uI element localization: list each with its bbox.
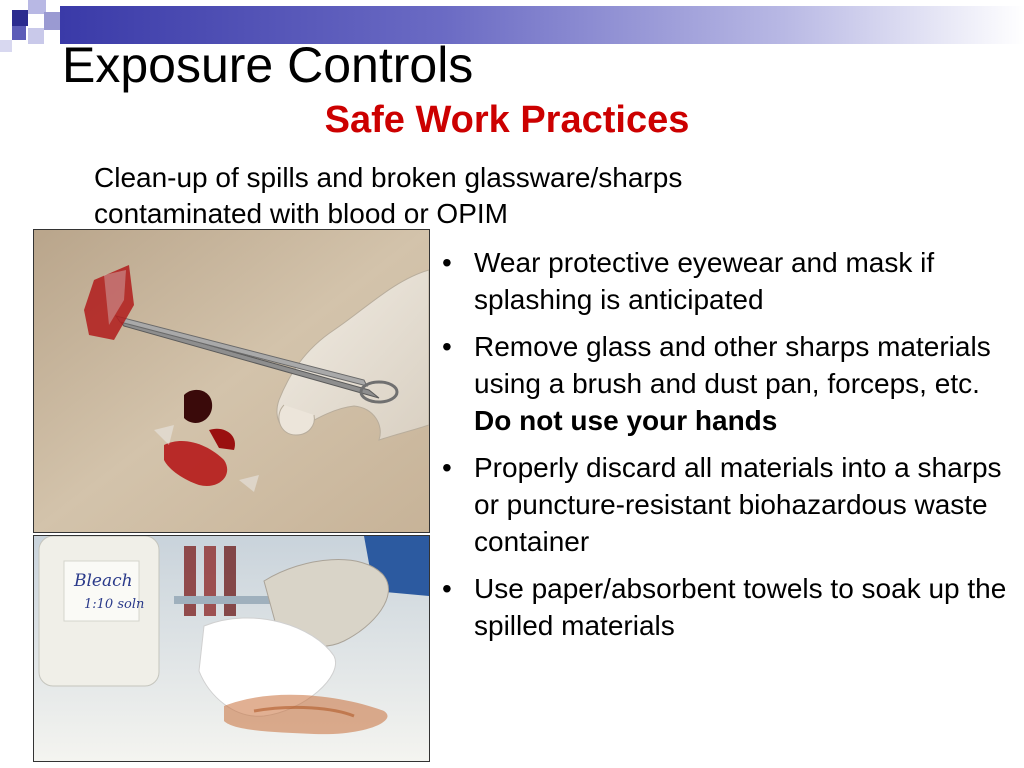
bullet-marker: • [442,247,452,278]
deco-square-light [0,40,12,52]
intro-text: Clean-up of spills and broken glassware/sharps contaminated with blood or OPIM [94,162,683,229]
svg-text:1:10 soln: 1:10 soln [84,597,145,612]
deco-square-dark [12,26,26,40]
deco-square-light [44,12,60,30]
list-item-text: Use paper/absorbent towels to soak up the spilled materials [474,573,1007,641]
list-item [440,328,1020,439]
slide-subtitle: Safe Work Practices [324,99,690,141]
list-item [440,449,1020,560]
list-item-emphasis: Do not use your hands [474,405,778,436]
bullet-marker: • [442,573,452,604]
list-item-text: Remove glass and other sharps materials using a brush and dust pan, forceps, etc. [474,331,991,399]
bullet-marker: • [442,331,452,362]
list-item [440,570,1020,644]
forceps-glass-photo [33,229,430,533]
deco-square-dark [12,10,28,26]
bullet-marker: • [442,452,452,483]
gloved-hand-wiping-icon [34,536,429,761]
safe-practices-list [440,244,1020,654]
deco-square-light [28,28,44,44]
slide-title: Exposure Controls [62,37,474,93]
list-item-text: Properly discard all materials into a sharps or puncture-resistant biohazardous waste container [474,452,1002,557]
gloved-hand-forceps-icon [34,230,429,532]
bleach-wipe-photo [33,535,430,762]
svg-text:Bleach: Bleach [74,571,133,591]
list-item-text: Wear protective eyewear and mask if splashing is anticipated [474,247,935,315]
list-item [440,244,1020,318]
